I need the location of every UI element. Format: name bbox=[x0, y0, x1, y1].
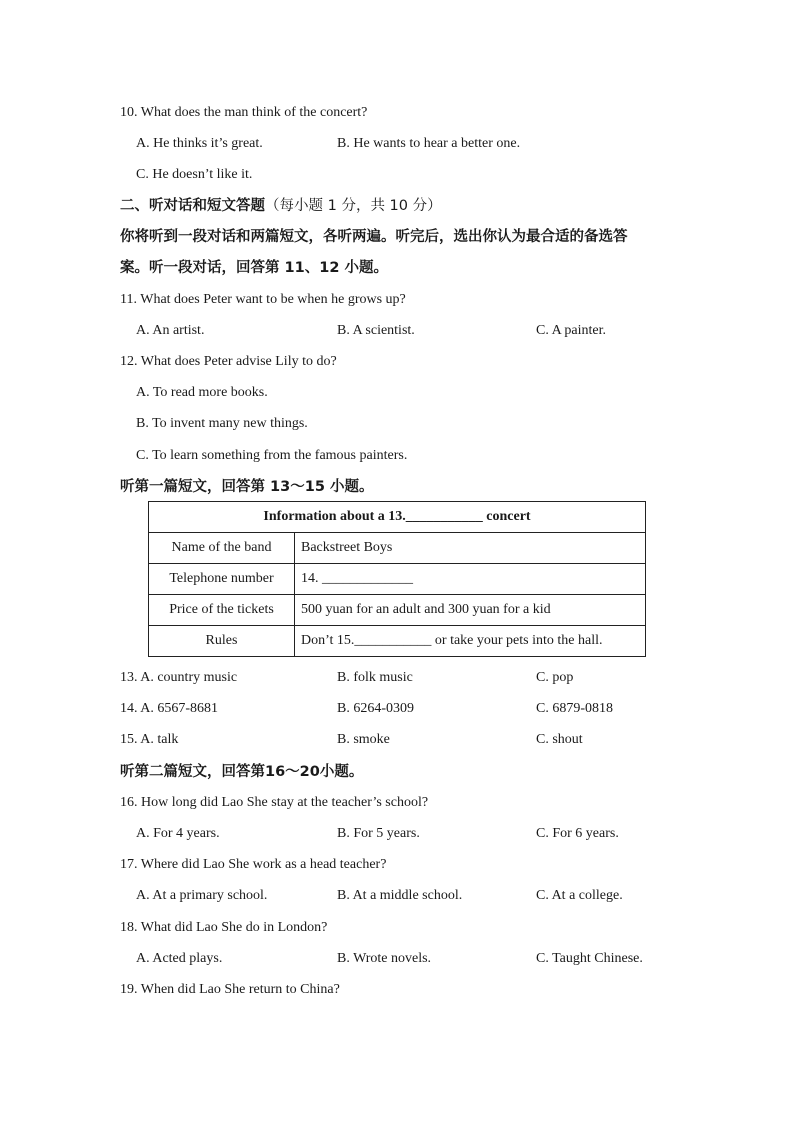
question-16-option-b: B. For 5 years. bbox=[337, 826, 420, 841]
question-16-option-a: A. For 4 years. bbox=[136, 826, 220, 841]
question-18: 18. What did Lao She do in London? bbox=[120, 920, 328, 935]
table-row bbox=[149, 626, 646, 657]
question-11-option-a: A. An artist. bbox=[136, 323, 205, 338]
passage-2-heading: 听第二篇短文，回答第16～20小题。 bbox=[120, 764, 364, 780]
passage-1-heading: 听第一篇短文，回答第 13～15 小题。 bbox=[120, 479, 374, 495]
question-17-option-b: B. At a middle school. bbox=[337, 888, 463, 903]
section-2-heading bbox=[120, 196, 442, 216]
question-17-option-c: C. At a college. bbox=[536, 888, 623, 903]
table-header-row bbox=[149, 502, 646, 533]
question-10-option-a: A. He thinks it’s great. bbox=[136, 136, 263, 151]
question-13-option-c: C. pop bbox=[536, 670, 574, 685]
table-cell-label: Telephone number bbox=[149, 564, 295, 595]
table-cell-value: Don’t 15.___________ or take your pets into the hall. bbox=[295, 626, 646, 657]
question-11-option-c: C. A painter. bbox=[536, 323, 606, 338]
table-row bbox=[149, 595, 646, 626]
question-15-option-a: 15. A. talk bbox=[120, 732, 179, 747]
table-cell-value: 500 yuan for an adult and 300 yuan for a kid bbox=[295, 595, 646, 626]
section-2-title: 二、听对话和短文答题 bbox=[120, 198, 265, 214]
question-17-option-a: A. At a primary school. bbox=[136, 888, 268, 903]
table-cell-value: Backstreet Boys bbox=[295, 533, 646, 564]
table-cell-value: 14. _____________ bbox=[295, 564, 646, 595]
question-18-option-a: A. Acted plays. bbox=[136, 951, 223, 966]
question-16-option-c: C. For 6 years. bbox=[536, 826, 619, 841]
question-16: 16. How long did Lao She stay at the teacher’s school? bbox=[120, 795, 429, 810]
question-17: 17. Where did Lao She work as a head teacher? bbox=[120, 857, 387, 872]
question-18-option-b: B. Wrote novels. bbox=[337, 951, 432, 966]
table-title: Information about a 13.___________ concert bbox=[149, 502, 646, 533]
question-12-option-a: A. To read more books. bbox=[136, 385, 268, 400]
table-cell-label: Name of the band bbox=[149, 533, 295, 564]
question-14-option-b: B. 6264-0309 bbox=[337, 701, 414, 716]
table-row bbox=[149, 533, 646, 564]
question-19: 19. When did Lao She return to China? bbox=[120, 982, 340, 997]
section-2-instructions-line-2: 案。听一段对话，回答第 11、12 小题。 bbox=[120, 260, 388, 276]
question-15-option-c: C. shout bbox=[536, 732, 583, 747]
question-10-option-b: B. He wants to hear a better one. bbox=[337, 136, 521, 151]
section-2-scoring-note: （每小题 1 分，共 10 分） bbox=[265, 198, 442, 214]
question-11-option-b: B. A scientist. bbox=[337, 323, 415, 338]
question-10: 10. What does the man think of the concert? bbox=[120, 105, 368, 120]
question-11: 11. What does Peter want to be when he grows up? bbox=[120, 292, 406, 307]
question-12: 12. What does Peter advise Lily to do? bbox=[120, 354, 337, 369]
question-14-option-a: 14. A. 6567-8681 bbox=[120, 701, 218, 716]
question-13-option-a: 13. A. country music bbox=[120, 670, 238, 685]
table-cell-label: Price of the tickets bbox=[149, 595, 295, 626]
question-15-option-b: B. smoke bbox=[337, 732, 390, 747]
question-13-option-b: B. folk music bbox=[337, 670, 413, 685]
table-cell-label: Rules bbox=[149, 626, 295, 657]
table-row bbox=[149, 564, 646, 595]
section-2-instructions-line-1: 你将听到一段对话和两篇短文，各听两遍。听完后，选出你认为最合适的备选答 bbox=[120, 229, 628, 245]
question-10-option-c: C. He doesn’t like it. bbox=[136, 167, 253, 182]
question-14-option-c: C. 6879-0818 bbox=[536, 701, 613, 716]
concert-info-table bbox=[148, 501, 646, 657]
question-18-option-c: C. Taught Chinese. bbox=[536, 951, 643, 966]
question-12-option-b: B. To invent many new things. bbox=[136, 416, 308, 431]
question-12-option-c: C. To learn something from the famous painters. bbox=[136, 448, 408, 463]
